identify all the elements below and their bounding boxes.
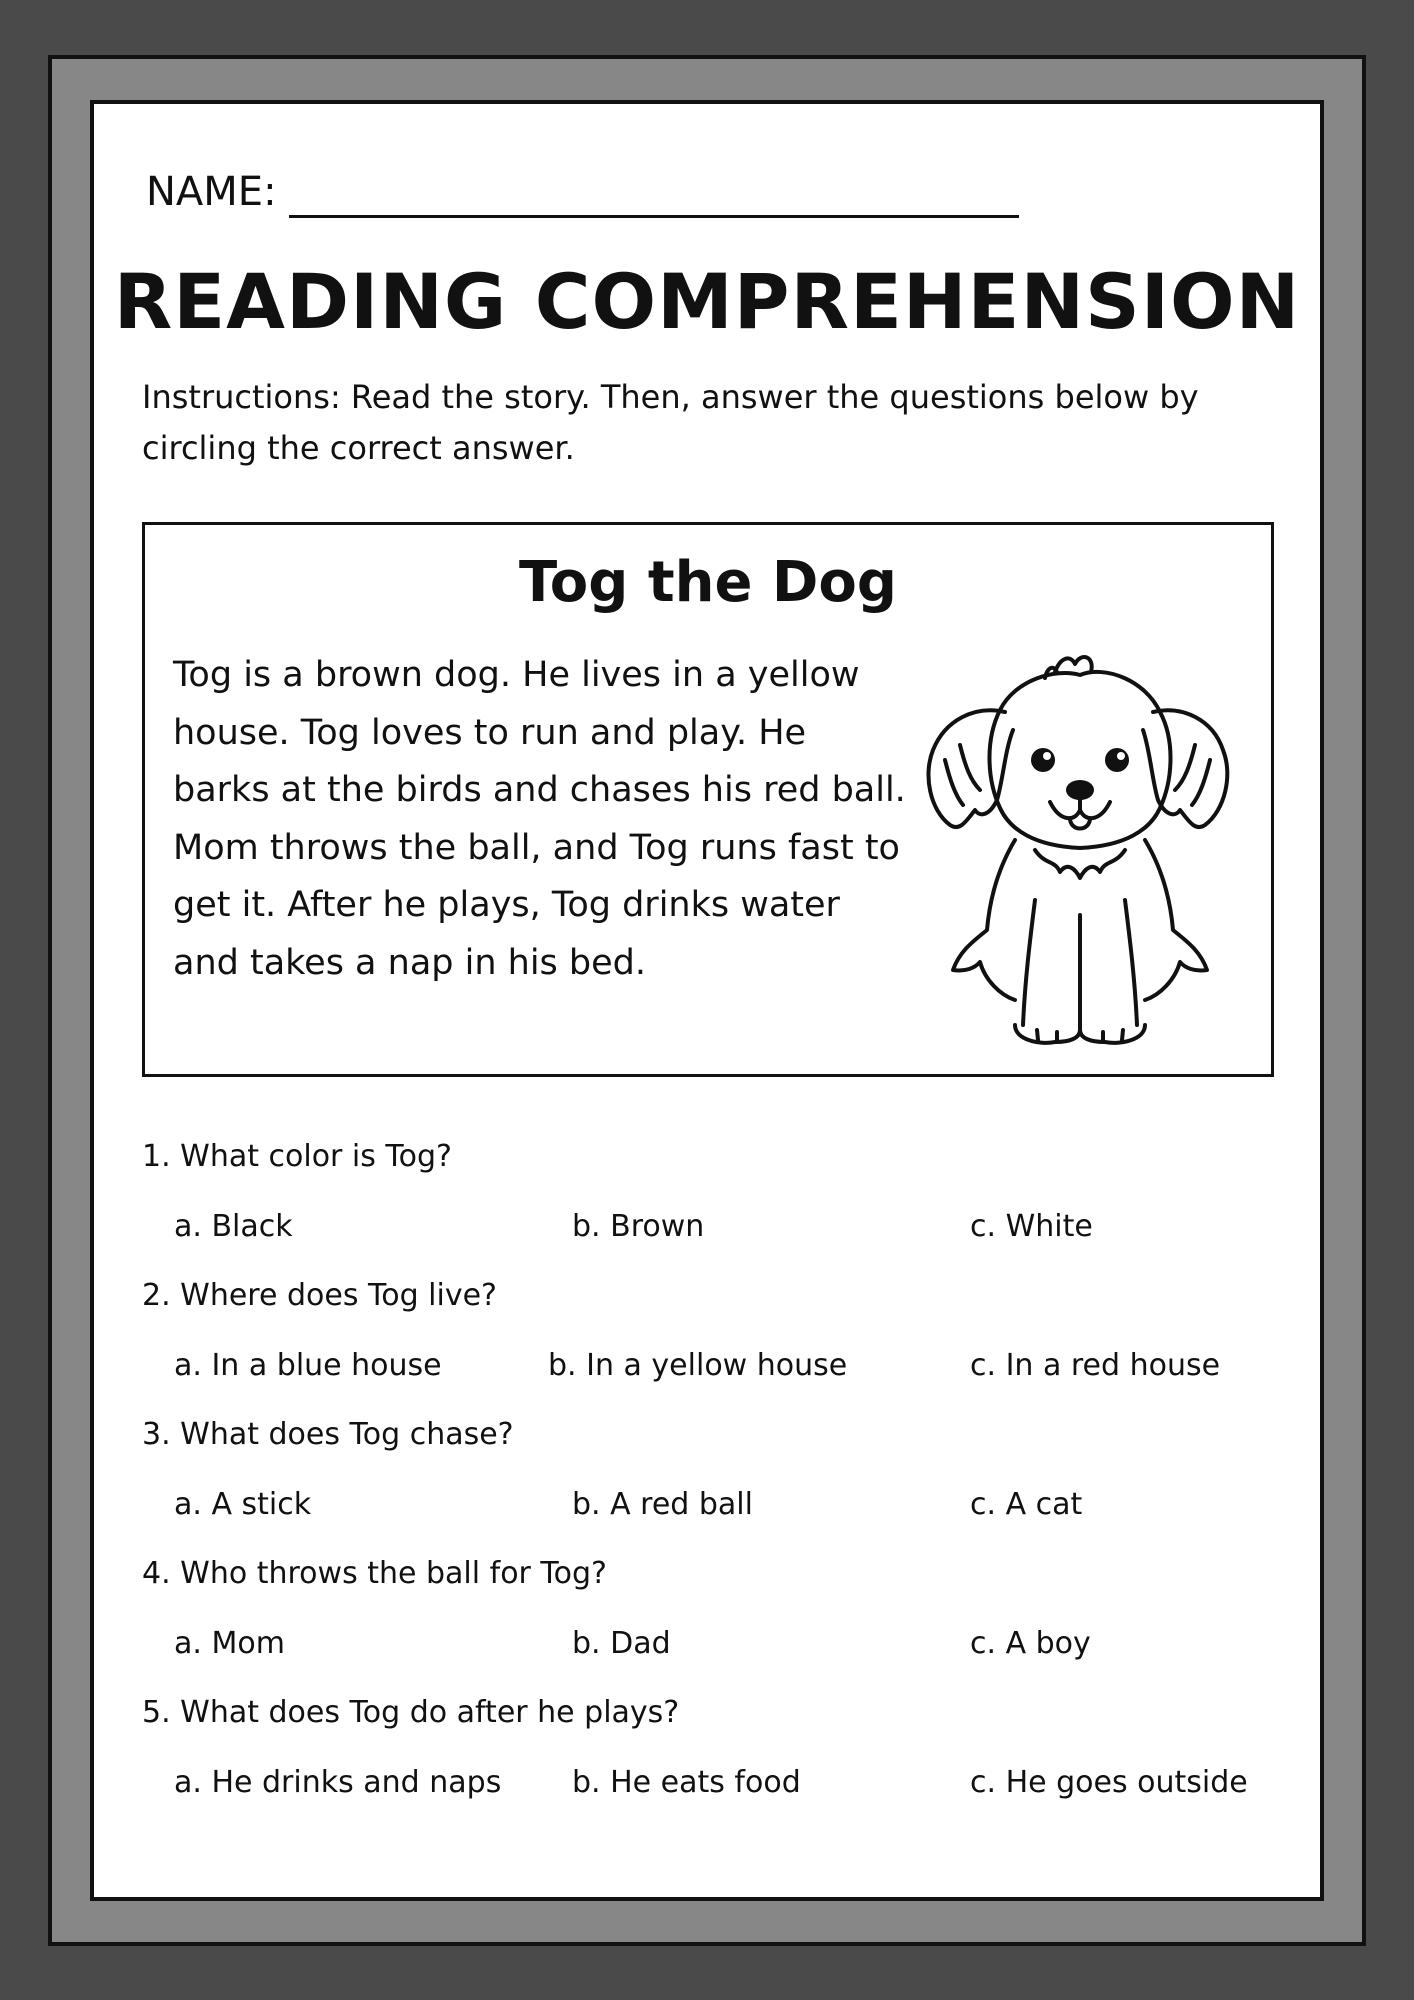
page-title: READING COMPREHENSION	[113, 257, 1301, 346]
question-text: 4. Who throws the ball for Tog?	[142, 1556, 607, 1591]
answer-option-c[interactable]: c. He goes outside	[970, 1765, 1248, 1800]
story-text: Tog is a brown dog. He lives in a yellow house. Tog loves to run and play. He barks at the birds and chases his red ball. Mom throws the ball, and Tog runs fast to get it. After he plays, Tog drinks water and takes a nap in his bed.	[173, 655, 906, 983]
worksheet-page	[90, 100, 1324, 1901]
questions-list	[142, 1139, 1292, 1834]
question-5	[142, 1695, 1292, 1834]
question-text: 2. Where does Tog live?	[142, 1278, 497, 1313]
answer-option-a[interactable]: a. He drinks and naps	[174, 1765, 502, 1800]
answer-option-b[interactable]: b. In a yellow house	[548, 1348, 848, 1383]
answer-option-b[interactable]: b. Brown	[572, 1209, 705, 1244]
question-3	[142, 1417, 1292, 1556]
story-title: Tog the Dog	[519, 550, 897, 615]
instructions-text: Instructions: Read the story. Then, answer the questions below by circling the correct answer.	[142, 378, 1199, 467]
answer-option-a[interactable]: a. In a blue house	[174, 1348, 442, 1383]
question-1	[142, 1139, 1292, 1278]
answer-option-a[interactable]: a. A stick	[174, 1487, 312, 1522]
answer-option-b[interactable]: b. Dad	[572, 1626, 671, 1661]
answer-option-b[interactable]: b. A red ball	[572, 1487, 753, 1522]
answer-option-a[interactable]: a. Mom	[174, 1626, 285, 1661]
answer-option-c[interactable]: c. In a red house	[970, 1348, 1221, 1383]
question-2	[142, 1278, 1292, 1417]
name-row	[146, 146, 1019, 226]
name-field-line[interactable]	[289, 215, 1019, 218]
puppy-illustration	[905, 650, 1235, 1050]
answer-option-c[interactable]: c. A cat	[970, 1487, 1083, 1522]
question-text: 1. What color is Tog?	[142, 1139, 452, 1174]
answer-option-a[interactable]: a. Black	[174, 1209, 293, 1244]
name-label: NAME:	[146, 169, 277, 215]
story-box	[142, 522, 1274, 1077]
answer-option-c[interactable]: c. White	[970, 1209, 1093, 1244]
question-4	[142, 1556, 1292, 1695]
question-text: 5. What does Tog do after he plays?	[142, 1695, 680, 1730]
question-text: 3. What does Tog chase?	[142, 1417, 514, 1452]
answer-option-b[interactable]: b. He eats food	[572, 1765, 801, 1800]
answer-option-c[interactable]: c. A boy	[970, 1626, 1091, 1661]
